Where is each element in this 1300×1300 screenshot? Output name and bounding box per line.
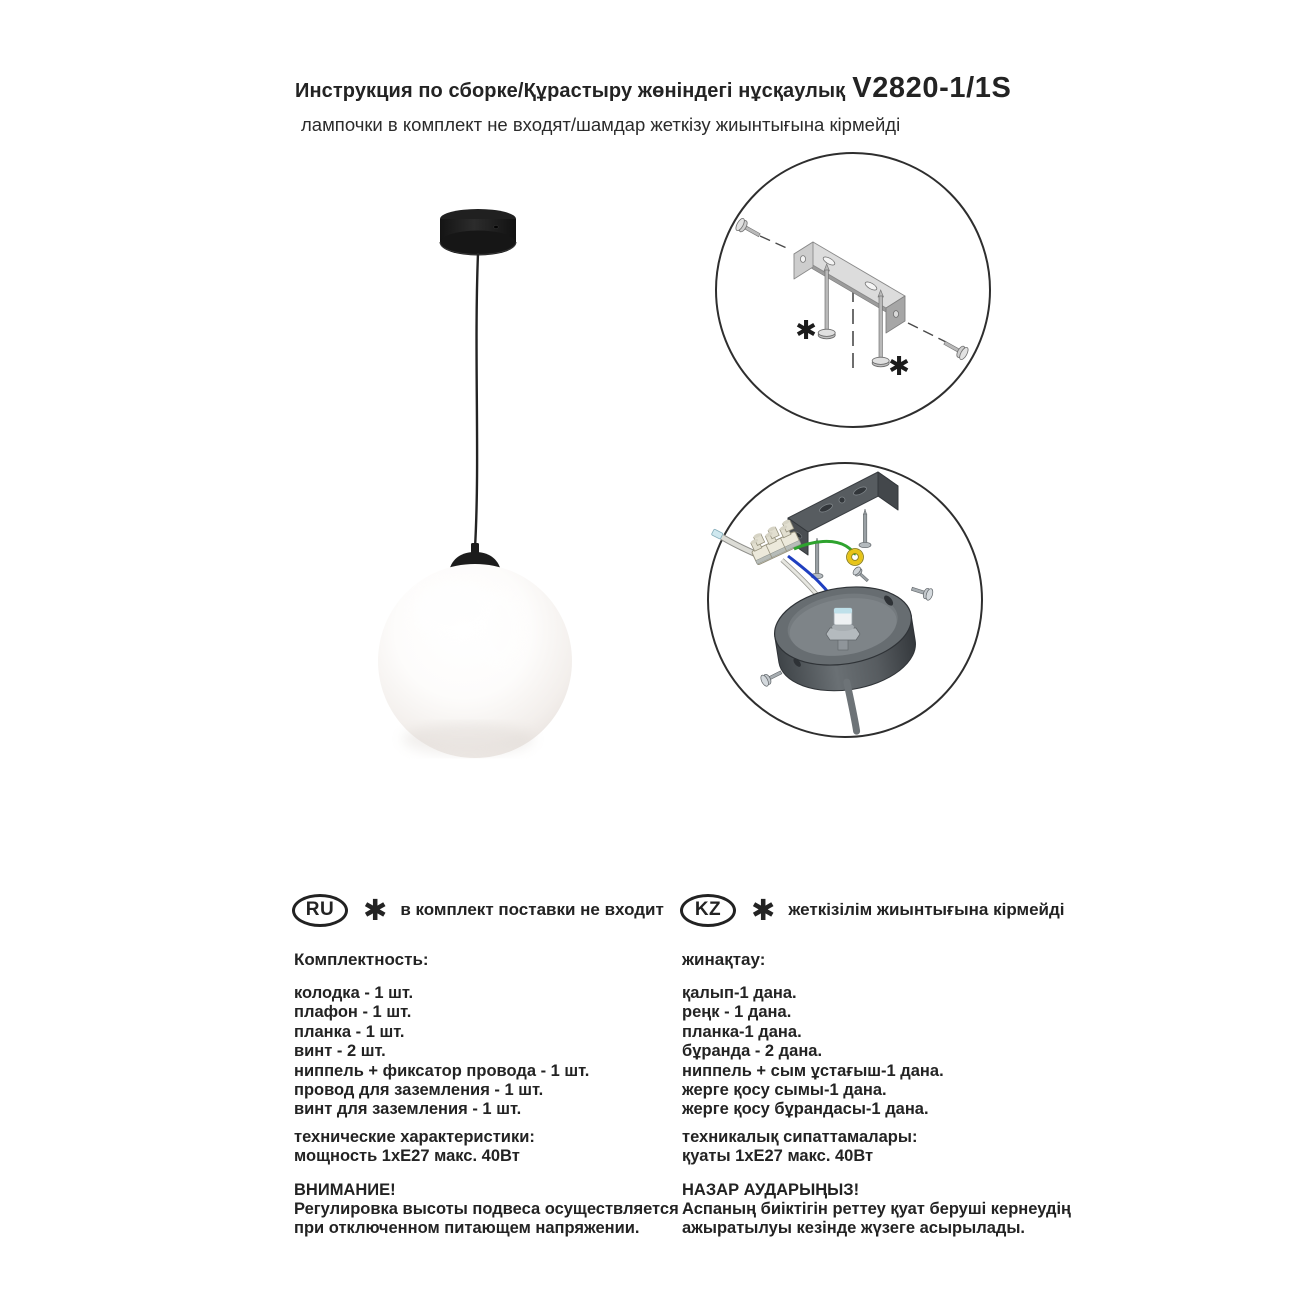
- pendant-lamp-illustration: [368, 198, 598, 780]
- tech-value: қуаты 1хЕ27 макс. 40Вт: [682, 1147, 874, 1166]
- kz-not-included-note: жеткізілім жиынтығына кірмейді: [788, 900, 1065, 919]
- subtitle: лампочки в комплект не входят/шамдар жеткізу жиынтығына кірмейді: [301, 114, 901, 135]
- ru-kit-list: [294, 984, 692, 1120]
- kz-warning: [682, 1181, 1120, 1239]
- list-item: винт - 2 шт.: [294, 1042, 386, 1061]
- list-item: планка-1 дана.: [682, 1022, 802, 1041]
- kz-kit-list: [682, 984, 1120, 1120]
- kz-tech-specs: [682, 1128, 1120, 1167]
- flange-hole: [893, 311, 898, 318]
- list-item: провод для заземления - 1 шт.: [294, 1081, 544, 1100]
- strap-hole: [839, 497, 845, 503]
- list-item: ниппель + сым ұстағыш-1 дана.: [682, 1061, 944, 1080]
- kz-badge-row: [680, 892, 1120, 928]
- canopy-hole: [494, 225, 498, 228]
- warning-line: Регулировка высоты подвеса осуществляется: [294, 1200, 679, 1219]
- ceiling-canopy: [440, 209, 516, 256]
- ru-badge-row: [292, 892, 692, 928]
- wiring-diagram: [702, 458, 990, 746]
- suspension-cord: [475, 253, 478, 548]
- not-included-asterisk: ✱: [795, 316, 817, 346]
- list-item: бұранда - 2 дана.: [682, 1042, 823, 1061]
- title-text: Инструкция по сборке/Құрастыру жөніндегі нұсқаулық: [295, 80, 846, 102]
- warning-line: Аспаның биіктігін реттеу қуат беруші кернеудің: [682, 1200, 1072, 1219]
- globe-shade: [378, 564, 572, 758]
- ru-kit-heading: Комплектность:: [294, 950, 429, 969]
- warning-line: при отключенном питающем напряжении.: [294, 1219, 640, 1238]
- asterisk-icon: ✱: [751, 894, 776, 927]
- ru-language-badge: RU: [292, 894, 348, 927]
- tech-heading: техникалық сипаттамалары:: [682, 1127, 918, 1146]
- warning-title: НАЗАР АУДАРЫҢЫЗ!: [682, 1180, 860, 1199]
- tech-value: мощность 1хЕ27 макс. 40Вт: [294, 1147, 520, 1166]
- list-item: реңк - 1 дана.: [682, 1003, 792, 1022]
- header: [295, 72, 1011, 136]
- list-item: ниппель + фиксатор провода - 1 шт.: [294, 1061, 590, 1080]
- kz-language-badge: KZ: [680, 894, 736, 927]
- warning-title: ВНИМАНИЕ!: [294, 1180, 396, 1199]
- list-item: колодка - 1 шт.: [294, 984, 414, 1002]
- list-item: винт для заземления - 1 шт.: [294, 1100, 522, 1119]
- list-item: планка - 1 шт.: [294, 1022, 405, 1041]
- list-item: плафон - 1 шт.: [294, 1003, 412, 1022]
- ru-tech-specs: [294, 1128, 692, 1167]
- not-included-asterisk: ✱: [888, 352, 910, 382]
- page-title: [295, 72, 1011, 105]
- kz-section: [680, 892, 1120, 1239]
- warning-line: ажыратылуы кезінде жүзеге асырылады.: [682, 1219, 1026, 1238]
- list-item: қалып-1 дана.: [682, 984, 797, 1002]
- flange-hole: [800, 256, 805, 263]
- asterisk-icon: ✱: [363, 894, 388, 927]
- ru-section: [292, 892, 692, 1239]
- tech-heading: технические характеристики:: [294, 1127, 535, 1146]
- ru-not-included-note: в комплект поставки не входит: [400, 900, 664, 919]
- kz-kit-heading: жинақтау:: [682, 950, 766, 969]
- bracket-mounting-diagram: [708, 146, 1000, 438]
- list-item: жерге қосу сымы-1 дана.: [682, 1081, 887, 1100]
- model-number: V2820-1/1S: [852, 72, 1012, 104]
- cord-end-ferrule: [711, 529, 723, 539]
- list-item: жерге қосу бұрандасы-1 дана.: [682, 1100, 929, 1119]
- ru-warning: [294, 1181, 692, 1239]
